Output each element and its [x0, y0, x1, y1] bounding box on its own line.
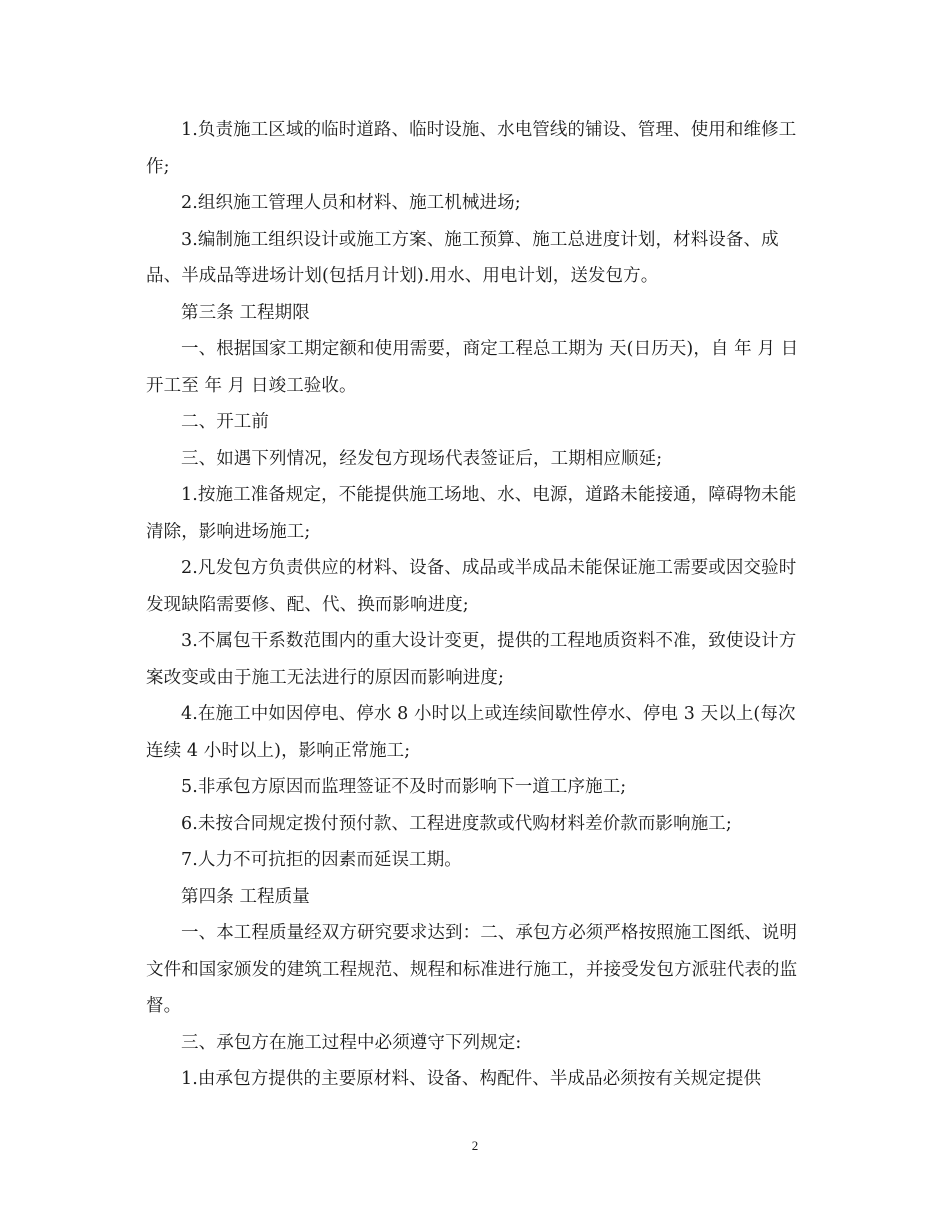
paragraph-quality-1: 一、本工程质量经双方研究要求达到：二、承包方必须严格按照施工图纸、说明文件和国家颁发的建筑工程规范、规程和标准进行施工，并接受发包方派驻代表的监督。	[146, 923, 798, 1016]
paragraph-item-1-1: 1.负责施工区域的临时道路、临时设施、水电管线的铺设、管理、使用和维修工作;	[146, 120, 797, 177]
paragraph-quality-3-1: 1.由承包方提供的主要原材料、设备、构配件、半成品必须按有关规定提供	[181, 1069, 762, 1089]
paragraph-term-3: 三、如遇下列情况，经发包方现场代表签证后，工期相应顺延;	[181, 448, 663, 469]
paragraph-quality-3: 三、承包方在施工过程中必须遵守下列规定:	[181, 1032, 522, 1053]
paragraph-delay-6: 6.未按合同规定拨付预付款、工程进度款或代购材料差价款而影响施工;	[181, 813, 732, 834]
paragraph-delay-3: 3.不属包干系数范围内的重大设计变更，提供的工程地质资料不准，致使设计方案改变或由于施工无法进行的原因而影响进度;	[146, 631, 797, 688]
paragraph-item-1-2: 2.组织施工管理人员和材料、施工机械进场;	[181, 193, 521, 213]
paragraph-term-1: 一、根据国家工期定额和使用需要，商定工程总工期为 天(日历天)，自 年 月 日开工至 年 月 日竣工验收。	[146, 339, 799, 396]
paragraph-delay-1: 1.按施工准备规定，不能提供施工场地、水、电源，道路未能接通，障碍物未能清除，影响进场施工;	[146, 485, 797, 542]
section-heading-article-3: 第三条 工程期限	[181, 302, 310, 323]
paragraph-delay-4: 4.在施工中如因停电、停水 8 小时以上或连续间歇性停水、停电 3 天以上(每次连续 4 小时以上)，影响正常施工;	[146, 704, 796, 761]
section-heading-article-4: 第四条 工程质量	[181, 886, 310, 907]
page-number: 2	[471, 1138, 479, 1153]
paragraph-item-1-3: 3.编制施工组织设计或施工方案、施工预算、施工总进度计划，材料设备、成品、半成品等进场计划(包括月计划).用水、用电计划，送发包方。	[146, 229, 779, 286]
paragraph-delay-2: 2.凡发包方负责供应的材料、设备、成品或半成品未能保证施工需要或因交验时发现缺陷需要修、配、代、换而影响进度;	[146, 558, 797, 615]
document-body	[146, 112, 806, 1098]
paragraph-delay-7: 7.人力不可抗拒的因素而延误工期。	[181, 850, 462, 870]
paragraph-delay-5: 5.非承包方原因而监理签证不及时而影响下一道工序施工;	[181, 777, 627, 797]
paragraph-term-2: 二、开工前	[181, 412, 269, 432]
